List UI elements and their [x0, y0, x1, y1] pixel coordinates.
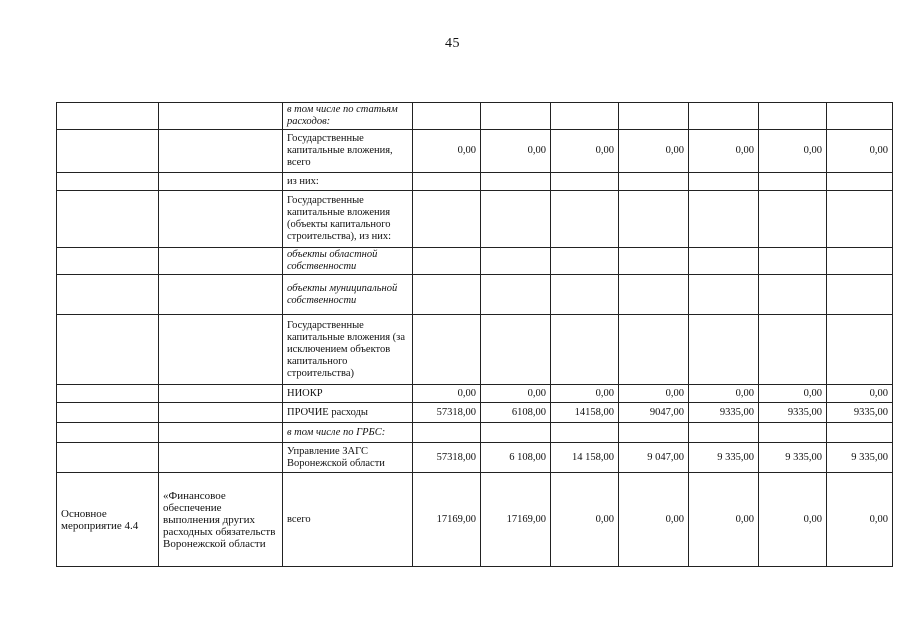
- row-description-cell: [159, 403, 283, 423]
- table-row: [57, 315, 893, 385]
- row-value-cell: [551, 191, 619, 248]
- row-value-cell: 0,00: [551, 130, 619, 173]
- row-expense-item-cell: Государственные капитальные вложения (за исключением объектов капитального строительства): [283, 315, 413, 385]
- row-value-cell: [481, 275, 551, 315]
- row-measure-cell: [57, 443, 159, 473]
- row-value-cell: 9047,00: [619, 403, 689, 423]
- table-row: [57, 275, 893, 315]
- row-measure-cell: [57, 130, 159, 173]
- row-value-cell: 0,00: [413, 130, 481, 173]
- row-description-cell: [159, 315, 283, 385]
- table-row: [57, 423, 893, 443]
- row-value-cell: 0,00: [759, 385, 827, 403]
- row-expense-item-cell: в том числе по статьям расходов:: [283, 103, 413, 130]
- table-row: [57, 473, 893, 567]
- table-row: [57, 403, 893, 423]
- row-value-cell: 0,00: [827, 385, 893, 403]
- row-expense-item-cell: объекты муниципальной собственности: [283, 275, 413, 315]
- budget-table: [56, 102, 893, 567]
- row-value-cell: [689, 423, 759, 443]
- row-value-cell: [759, 173, 827, 191]
- row-value-cell: 0,00: [551, 473, 619, 567]
- row-measure-cell: [57, 248, 159, 275]
- row-value-cell: [689, 275, 759, 315]
- row-value-cell: 6108,00: [481, 403, 551, 423]
- table-row: [57, 130, 893, 173]
- row-value-cell: [759, 248, 827, 275]
- row-value-cell: 6 108,00: [481, 443, 551, 473]
- row-value-cell: [481, 103, 551, 130]
- row-value-cell: [759, 275, 827, 315]
- page-number: 45: [445, 36, 460, 51]
- row-value-cell: [413, 191, 481, 248]
- row-value-cell: [619, 315, 689, 385]
- row-value-cell: [827, 315, 893, 385]
- row-value-cell: [413, 315, 481, 385]
- row-measure-cell: [57, 191, 159, 248]
- row-value-cell: [481, 191, 551, 248]
- row-value-cell: [619, 423, 689, 443]
- row-description-cell: [159, 423, 283, 443]
- row-measure-cell: [57, 173, 159, 191]
- row-measure-cell: [57, 315, 159, 385]
- row-measure-cell: [57, 385, 159, 403]
- row-value-cell: [551, 423, 619, 443]
- row-value-cell: 0,00: [551, 385, 619, 403]
- row-expense-item-cell: Управление ЗАГС Воронежской области: [283, 443, 413, 473]
- table-row: [57, 191, 893, 248]
- row-value-cell: [413, 275, 481, 315]
- row-value-cell: [827, 173, 893, 191]
- row-value-cell: [827, 275, 893, 315]
- row-description-cell: [159, 173, 283, 191]
- row-value-cell: [689, 173, 759, 191]
- row-measure-cell: [57, 403, 159, 423]
- row-description-cell: [159, 385, 283, 403]
- row-value-cell: 0,00: [619, 130, 689, 173]
- row-value-cell: [619, 275, 689, 315]
- table-row: [57, 103, 893, 130]
- row-value-cell: 0,00: [619, 473, 689, 567]
- row-value-cell: 0,00: [481, 385, 551, 403]
- row-value-cell: 57318,00: [413, 443, 481, 473]
- row-measure-cell: Основное мероприятие 4.4: [57, 473, 159, 567]
- row-value-cell: [827, 423, 893, 443]
- row-value-cell: [689, 315, 759, 385]
- row-value-cell: 9 335,00: [827, 443, 893, 473]
- row-description-cell: [159, 103, 283, 130]
- row-description-cell: [159, 443, 283, 473]
- table-row: [57, 173, 893, 191]
- row-value-cell: [619, 248, 689, 275]
- row-expense-item-cell: всего: [283, 473, 413, 567]
- row-value-cell: [619, 103, 689, 130]
- row-measure-cell: [57, 275, 159, 315]
- row-expense-item-cell: Государственные капитальные вложения (объекты капитального строительства), из них:: [283, 191, 413, 248]
- row-expense-item-cell: НИОКР: [283, 385, 413, 403]
- row-value-cell: [481, 315, 551, 385]
- row-value-cell: [551, 173, 619, 191]
- row-expense-item-cell: в том числе по ГРБС:: [283, 423, 413, 443]
- row-description-cell: [159, 130, 283, 173]
- row-value-cell: 9335,00: [827, 403, 893, 423]
- row-value-cell: 17169,00: [413, 473, 481, 567]
- row-value-cell: 9 335,00: [759, 443, 827, 473]
- row-value-cell: 14 158,00: [551, 443, 619, 473]
- row-description-cell: [159, 191, 283, 248]
- row-value-cell: 0,00: [619, 385, 689, 403]
- budget-table-body: [57, 103, 893, 567]
- row-measure-cell: [57, 103, 159, 130]
- row-value-cell: [413, 248, 481, 275]
- row-value-cell: [689, 191, 759, 248]
- row-value-cell: [413, 103, 481, 130]
- row-expense-item-cell: Государственные капитальные вложения, всего: [283, 130, 413, 173]
- row-value-cell: [759, 315, 827, 385]
- row-expense-item-cell: объекты областной собственности: [283, 248, 413, 275]
- row-value-cell: 57318,00: [413, 403, 481, 423]
- row-description-cell: [159, 275, 283, 315]
- row-value-cell: [481, 248, 551, 275]
- row-value-cell: [619, 173, 689, 191]
- row-value-cell: 9 335,00: [689, 443, 759, 473]
- row-value-cell: [827, 248, 893, 275]
- row-value-cell: [551, 275, 619, 315]
- row-value-cell: 0,00: [827, 473, 893, 567]
- table-row: [57, 443, 893, 473]
- row-value-cell: 0,00: [689, 130, 759, 173]
- row-value-cell: [827, 191, 893, 248]
- table-row: [57, 385, 893, 403]
- row-value-cell: [759, 191, 827, 248]
- row-value-cell: 0,00: [759, 473, 827, 567]
- row-value-cell: 0,00: [413, 385, 481, 403]
- row-value-cell: 9335,00: [759, 403, 827, 423]
- row-value-cell: 0,00: [689, 385, 759, 403]
- row-value-cell: [551, 315, 619, 385]
- table-row: [57, 248, 893, 275]
- row-value-cell: [689, 248, 759, 275]
- row-value-cell: [619, 191, 689, 248]
- row-value-cell: [413, 423, 481, 443]
- row-value-cell: [481, 173, 551, 191]
- row-value-cell: 9 047,00: [619, 443, 689, 473]
- row-value-cell: 14158,00: [551, 403, 619, 423]
- row-expense-item-cell: из них:: [283, 173, 413, 191]
- row-value-cell: 0,00: [827, 130, 893, 173]
- row-value-cell: [551, 103, 619, 130]
- row-measure-cell: [57, 423, 159, 443]
- row-value-cell: 9335,00: [689, 403, 759, 423]
- row-value-cell: 0,00: [481, 130, 551, 173]
- row-value-cell: [759, 423, 827, 443]
- row-value-cell: [689, 103, 759, 130]
- row-value-cell: 0,00: [759, 130, 827, 173]
- row-value-cell: 0,00: [689, 473, 759, 567]
- row-value-cell: [759, 103, 827, 130]
- row-value-cell: [827, 103, 893, 130]
- row-value-cell: [481, 423, 551, 443]
- row-value-cell: [551, 248, 619, 275]
- row-description-cell: «Финансовое обеспечение выполнения других расходных обязательств Воронежской области: [159, 473, 283, 567]
- row-value-cell: [413, 173, 481, 191]
- row-value-cell: 17169,00: [481, 473, 551, 567]
- row-expense-item-cell: ПРОЧИЕ расходы: [283, 403, 413, 423]
- row-description-cell: [159, 248, 283, 275]
